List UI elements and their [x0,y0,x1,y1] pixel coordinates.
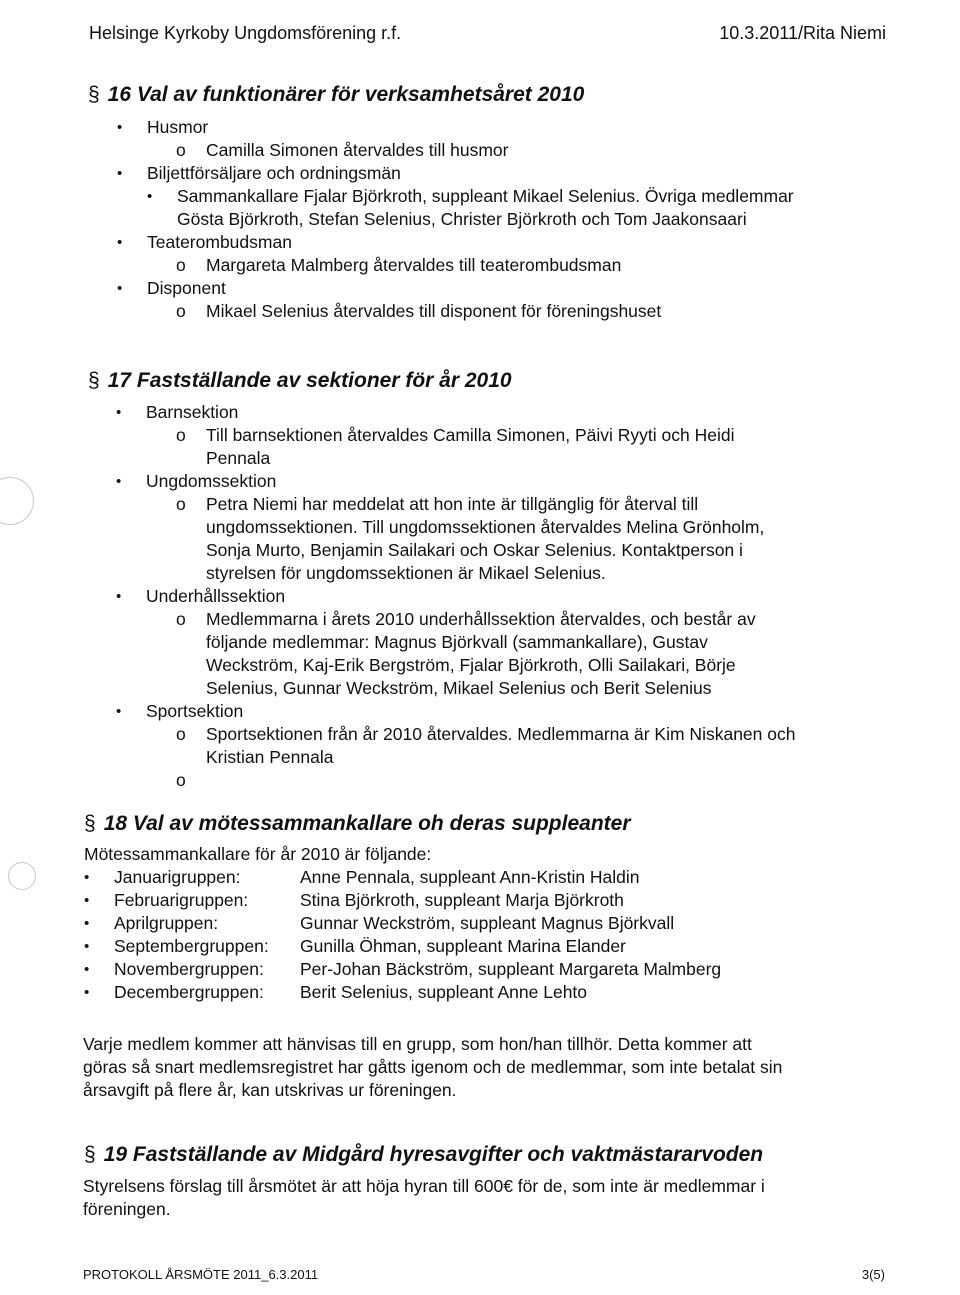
list-subitem: • Sammankallare Fjalar Björkroth, suppleant Mikael Selenius. Övriga medlemmar [177,185,794,208]
paragraph-line: föreningen. [83,1199,171,1219]
group-label: • Novembergruppen: [114,959,264,979]
paragraph-line: årsavgift på flere år, kan utskrivas ur föreningen. [83,1080,457,1100]
punch-hole-mark [8,862,36,890]
list-item-group [114,889,721,912]
list-item-underhallssektion: • Underhållssektion [146,585,795,608]
list-subitem-continuation: Kristian Pennala [206,747,334,767]
section-19-text [83,1175,765,1221]
list-item-group [114,981,721,1004]
section-16-heading [88,83,584,106]
section-17-title: 17 Fastställande av sektioner för år 2010 [107,369,512,392]
section-19-heading [84,1143,763,1166]
group-value: Per-Johan Bäckström, suppleant Margareta Malmberg [300,959,722,979]
list-subitem: o Petra Niemi har meddelat att hon inte är tillgänglig för återval till [206,493,795,516]
list-item-teater: • Teaterombudsman [147,231,794,254]
group-value: Stina Björkroth, suppleant Marja Björkroth [300,890,624,910]
section-18-group-list [114,866,721,1004]
list-item-group [114,958,721,981]
section-18-heading [84,812,631,835]
section-17-heading [88,369,512,392]
list-subitem-empty [206,769,795,792]
list-subitem: o Mikael Selenius återvaldes till disponent för föreningshuset [206,300,794,323]
list-subitem: o Till barnsektionen återvaldes Camilla Simonen, Päivi Ryyti och Heidi [206,424,795,447]
list-item-barnsektion: • Barnsektion [146,401,795,424]
group-value: Gunilla Öhman, suppleant Marina Elander [300,936,626,956]
list-subitem: o Camilla Simonen återvaldes till husmor [206,139,794,162]
group-label: • Septembergruppen: [114,936,269,956]
group-label: • Decembergruppen: [114,982,264,1002]
list-item-biljett: • Biljettförsäljare och ordningsmän [147,162,794,185]
list-subitem-continuation: ungdomssektionen. Till ungdomssektionen återvaldes Melina Grönholm, [206,517,765,537]
list-item-ungdomssektion: • Ungdomssektion [146,470,795,493]
footer-page-number: 3(5) [861,1267,885,1282]
group-value: Gunnar Weckström, suppleant Magnus Björkvall [300,913,675,933]
paragraph-symbol: § [88,369,100,392]
list-subitem-continuation: Gösta Björkroth, Stefan Selenius, Christer Björkroth och Tom Jaakonsaari [177,209,747,229]
group-value: Anne Pennala, suppleant Ann-Kristin Haldin [300,867,640,887]
paragraph-line: Styrelsens förslag till årsmötet är att höja hyran till 600€ för de, som inte är medlemmar i [83,1176,765,1196]
list-subitem-continuation: Pennala [206,448,271,468]
paragraph-line: göras så snart medlemsregistret har gåtts igenom och de medlemmar, som inte betalat sin [83,1057,783,1077]
section-16-title: 16 Val av funktionärer för verksamhetsåret 2010 [107,83,585,106]
paragraph-symbol: § [84,1143,96,1166]
punch-hole-mark [0,477,34,525]
list-subitem-continuation: Weckström, Kaj-Erik Bergström, Fjalar Björkroth, Olli Sailakari, Börje [206,655,736,675]
group-label: • Aprilgruppen: [114,913,219,933]
section-17-list [146,401,795,792]
section-19-title: 19 Fastställande av Midgård hyresavgifter och vaktmästararvoden [103,1143,764,1166]
group-label: • Februarigruppen: [114,890,249,910]
list-item-sportsektion: • Sportsektion [146,700,795,723]
paragraph-line: Varje medlem kommer att hänvisas till en grupp, som hon/han tillhör. Detta kommer att [83,1034,752,1054]
list-subitem: o Sportsektionen från år 2010 återvaldes. Medlemmarna är Kim Niskanen och [206,723,795,746]
group-label: • Januarigruppen: [114,867,241,887]
list-subitem: o Margareta Malmberg återvaldes till teaterombudsman [206,254,794,277]
footer-document-name: PROTOKOLL ÅRSMÖTE 2011_6.3.2011 [83,1267,319,1282]
list-subitem-continuation: följande medlemmar: Magnus Björkvall (sammankallare), Gustav [206,632,708,652]
section-18-intro: Mötessammankallare för år 2010 är följande: [84,844,432,864]
list-item-group [114,935,721,958]
list-subitem-continuation: styrelsen för ungdomssektionen är Mikael Selenius. [206,563,606,583]
list-subitem: o Medlemmarna i årets 2010 underhållssektion återvaldes, och består av [206,608,795,631]
list-item-husmor: • Husmor [147,116,794,139]
section-16-list [147,116,794,323]
section-18-paragraph [83,1033,782,1102]
list-item-group [114,912,721,935]
list-item-group [114,866,721,889]
paragraph-symbol: § [88,83,100,106]
list-item-disponent: • Disponent [147,277,794,300]
header-date-author: 10.3.2011/Rita Niemi [719,23,886,43]
list-subitem-continuation: Selenius, Gunnar Weckström, Mikael Selenius och Berit Selenius [206,678,712,698]
list-subitem-continuation: Sonja Murto, Benjamin Sailakari och Oskar Selenius. Kontaktperson i [206,540,743,560]
group-value: Berit Selenius, suppleant Anne Lehto [300,982,588,1002]
header-org-name: Helsinge Kyrkoby Ungdomsförening r.f. [89,23,402,43]
paragraph-symbol: § [84,812,96,835]
section-18-title: 18 Val av mötessammankallare oh deras suppleanter [103,812,631,835]
